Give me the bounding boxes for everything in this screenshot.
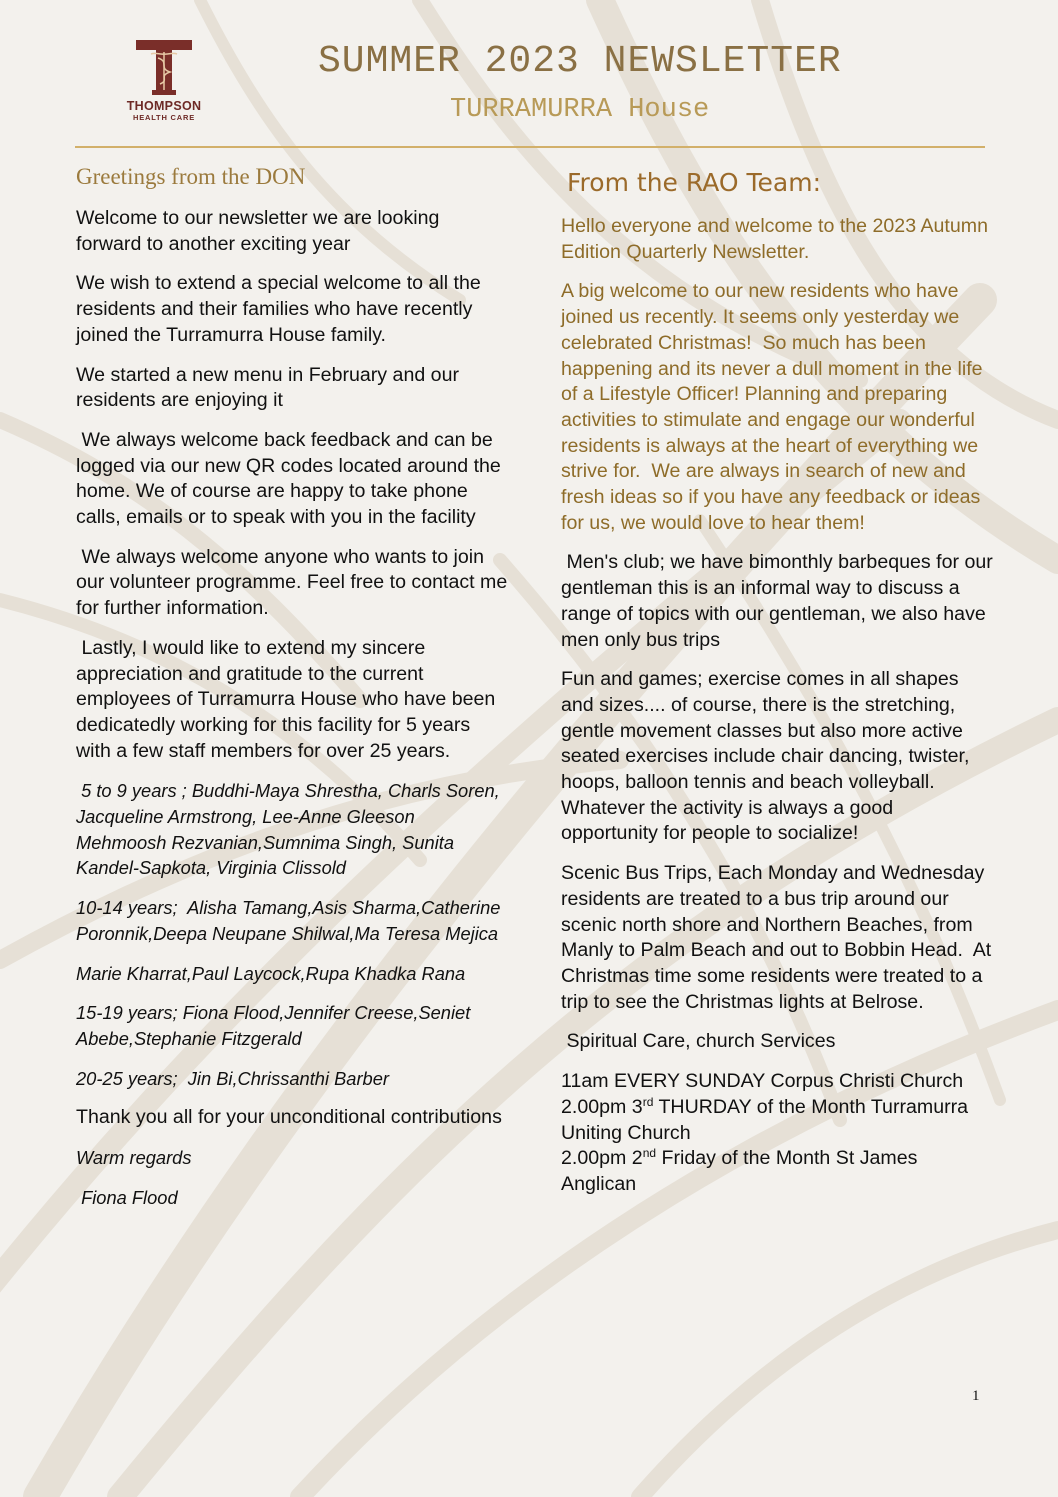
service-years-list: Marie Kharrat,Paul Laycock,Rupa Khadka Rana [76,962,466,984]
don-paragraph: We always welcome anyone who wants to join our volunteer programme. Feel free to contact me for further information. [76,545,508,620]
page-number: 1 [972,1388,980,1404]
service-line-friday: 2.00pm 2nd Friday of the Month St James Anglican [561,1146,918,1195]
regards-line: Warm regards [76,1147,192,1169]
service-line-sunday: 11am EVERY SUNDAY Corpus Christi Church [561,1070,964,1093]
service-years-list: 10-14 years; Alisha Tamang,Asis Sharma,Catherine Poronnik,Deepa Neupane Shilwal,Ma Teresa Mejica [76,897,501,944]
rao-heading: From the RAO Team: [567,168,822,197]
spiritual-care-heading: Spiritual Care, church Services [561,1030,836,1053]
service-years-list: 5 to 9 years ; Buddhi-Maya Shrestha, Charls Soren, Jacqueline Armstrong, Lee-Anne Gleeson Mehmoosh Rezvanian,Sumnima Singh, Sunita Kandel-Sapkota, Virginia Clissold [76,780,500,879]
don-heading: Greetings from the DON [76,164,306,189]
caduceus-t-icon [134,38,194,96]
rao-column [561,166,993,1212]
rao-welcome: A big welcome to our new residents who have joined us recently. It seems only yesterday we celebrated Christmas! So much has been happening and its never a dull moment in the life of a Lifestyle Officer! Planning and preparing activities to stimulate and engage our wonderful residents is always at the heart of everything we strive for. We are always in search of new and fresh ideas so if you have any feedback or ideas for us, we would love to hear them! [561,280,983,534]
don-paragraph: Welcome to our newsletter we are looking forward to another exciting year [76,207,440,255]
don-paragraph: We started a new menu in February and our residents are enjoying it [76,363,460,412]
don-paragraph: We always welcome back feedback and can be logged via our new QR codes located around the home. We of course are happy to take phone calls, emails or to speak with you in the facility [76,428,501,529]
don-paragraph: Lastly, I would like to extend my sincere appreciation and gratitude to the current employees of Turramurra House who have been dedicatedly working for this facility for 5 years with a few staff members for over 25 years. [76,636,496,762]
service-line-thursday: 2.00pm 3rd THURDAY of the Month Turramurra Uniting Church [561,1094,969,1144]
logo-name: THOMPSON [126,99,202,113]
signature-line: Fiona Flood [76,1186,178,1208]
bus-trips-paragraph: Scenic Bus Trips, Each Monday and Wednesday residents are treated to a bus trip around our scenic north shore and Northern Beaches, from Manly to Palm Beach and out to Bobbin Head. At Christmas time some residents were treated to a trip to see the Christmas lights at Belrose. [561,862,992,1013]
newsletter-subtitle: TURRAMURRA House [450,95,710,125]
thompson-logo [112,38,216,138]
don-paragraph: We wish to extend a special welcome to all the residents and their families who have recently joined the Turramurra House family. [76,272,481,346]
thanks-paragraph: Thank you all for your unconditional contributions [76,1106,502,1129]
church-services-list [561,1069,993,1198]
mens-club-paragraph: Men's club; we have bimonthly barbeques for our gentleman this is an informal way to discuss a range of topics with our gentleman, we also have men only bus trips [561,551,993,651]
don-column [76,162,508,1225]
service-years-list: 15-19 years; Fiona Flood,Jennifer Creese,Seniet Abebe,Stephanie Fitzgerald [76,1002,471,1049]
logo-subname: HEALTH CARE [133,113,195,122]
fun-games-paragraph: Fun and games; exercise comes in all shapes and sizes.... of course, there is the stretching, gentle movement classes but also more active seated exercises include chair dancing, twister, hoops, balloon tennis and beach volleyball. Whatever the activity is always a good opportunity for people to socialize! [561,668,970,845]
rao-intro: Hello everyone and welcome to the 2023 Autumn Edition Quarterly Newsletter. [561,215,988,263]
newsletter-title: SUMMER 2023 NEWSLETTER [318,40,842,83]
service-years-list: 20-25 years; Jin Bi,Chrissanthi Barber [76,1067,389,1089]
header-divider [75,146,985,148]
